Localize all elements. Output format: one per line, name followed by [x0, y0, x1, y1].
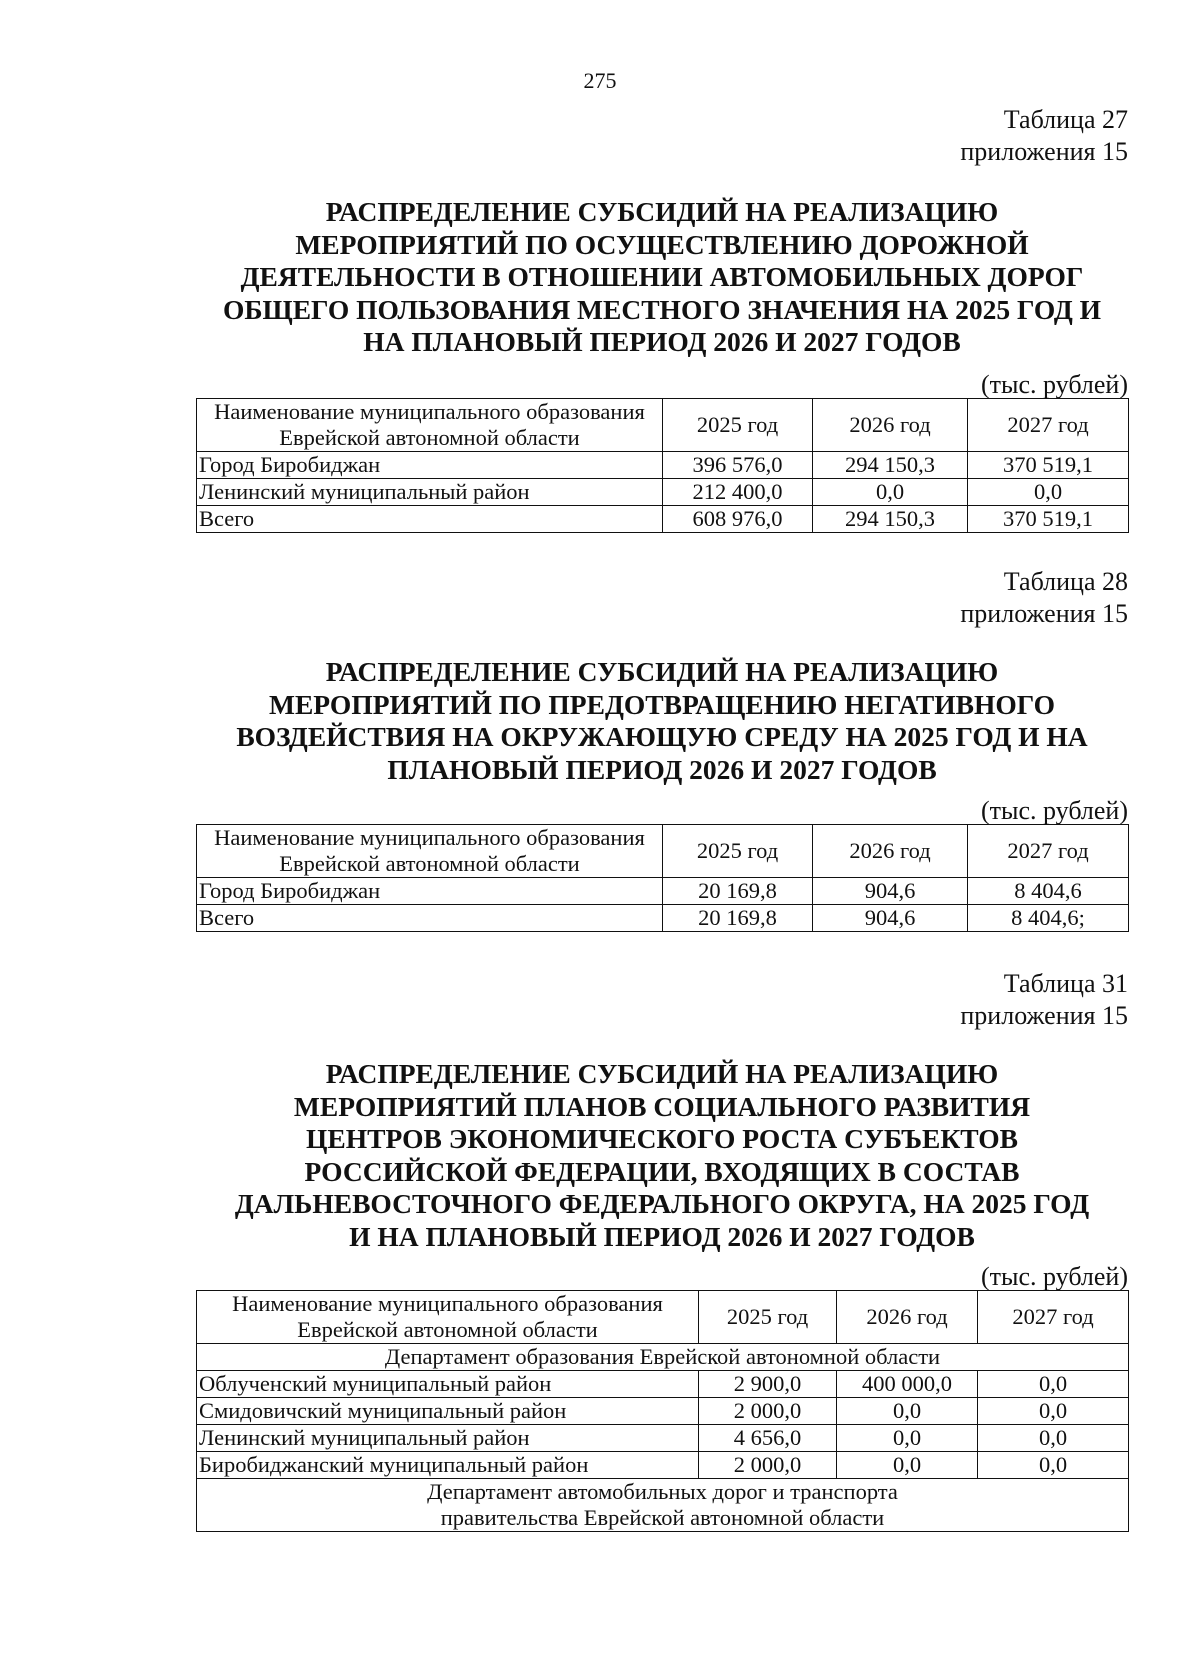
col-header-2025: 2025 год — [663, 825, 813, 878]
col-header-2026: 2026 год — [813, 825, 968, 878]
table27-title-block — [196, 196, 1128, 359]
department-name: Департамент образования Еврейской автономной области — [197, 1344, 1129, 1371]
value-2027: 370 519,1 — [968, 452, 1129, 479]
value-2026: 0,0 — [837, 1398, 978, 1425]
table-row — [197, 1398, 1129, 1425]
value-2026: 400 000,0 — [837, 1371, 978, 1398]
col-header-2025: 2025 год — [663, 399, 813, 452]
table31-wrap — [196, 1290, 1128, 1532]
table28-title-block — [196, 656, 1128, 786]
value-2025: 4 656,0 — [699, 1425, 837, 1452]
table27-header-row — [197, 399, 1129, 452]
table28-ref-line1: Таблица 28 — [1003, 567, 1128, 596]
table31-ref-line2: приложения 15 — [960, 1001, 1128, 1030]
table27-units-block — [196, 370, 1128, 398]
col-header-2027: 2027 год — [968, 399, 1129, 452]
value-2026: 0,0 — [813, 479, 968, 506]
value-2026: 0,0 — [837, 1425, 978, 1452]
value-2027: 0,0 — [978, 1371, 1129, 1398]
row-name: Всего — [197, 506, 663, 533]
row-name: Город Биробиджан — [197, 452, 663, 479]
table28-ref-line2: приложения 15 — [960, 599, 1128, 628]
col-header-name: Наименование муниципального образования Еврейской автономной области — [197, 1291, 699, 1344]
table-row — [197, 1371, 1129, 1398]
table27-wrap — [196, 398, 1128, 533]
table-row-total — [197, 905, 1129, 932]
table-row — [197, 479, 1129, 506]
value-2025: 20 169,8 — [663, 878, 813, 905]
table28 — [196, 824, 1129, 932]
value-2026: 0,0 — [837, 1452, 978, 1479]
table-row — [197, 878, 1129, 905]
table-row — [197, 1452, 1129, 1479]
value-2025: 20 169,8 — [663, 905, 813, 932]
table31-ref-line1: Таблица 31 — [1003, 969, 1128, 998]
department-row — [197, 1344, 1129, 1371]
department-row — [197, 1479, 1129, 1532]
row-name: Облученский муниципальный район — [197, 1371, 699, 1398]
value-2027: 0,0 — [978, 1425, 1129, 1452]
table31-title: РАСПРЕДЕЛЕНИЕ СУБСИДИЙ НА РЕАЛИЗАЦИЮ МЕРОПРИЯТИЙ ПЛАНОВ СОЦИАЛЬНОГО РАЗВИТИЯ ЦЕНТРОВ ЭКОНОМИЧЕСКОГО РОСТА СУБЪЕКТОВ РОССИЙСКОЙ ФЕДЕРАЦИИ, ВХОДЯЩИХ В СОСТАВ ДАЛЬНЕВОСТОЧНОГО ФЕДЕРАЛЬНОГО ОКРУГА, НА 2025 ГОД И НА ПЛАНОВЫЙ ПЕРИОД 2026 И 2027 ГОДОВ — [234, 1058, 1090, 1252]
value-2025: 396 576,0 — [663, 452, 813, 479]
table28-units: (тыс. рублей) — [980, 796, 1128, 825]
table28-wrap — [196, 824, 1128, 932]
table31-title-block — [196, 1058, 1128, 1253]
table31 — [196, 1290, 1129, 1532]
value-2027: 0,0 — [968, 479, 1129, 506]
value-2027: 0,0 — [978, 1398, 1129, 1425]
value-2025: 2 900,0 — [699, 1371, 837, 1398]
value-2027: 0,0 — [978, 1452, 1129, 1479]
table-row — [197, 452, 1129, 479]
row-name: Смидовичский муниципальный район — [197, 1398, 699, 1425]
value-2027: 8 404,6 — [968, 878, 1129, 905]
table28-units-block — [196, 796, 1128, 824]
col-header-2027: 2027 год — [978, 1291, 1129, 1344]
page-number: 275 — [583, 68, 617, 93]
table-row-total — [197, 506, 1129, 533]
table-row — [197, 1425, 1129, 1452]
value-2027: 370 519,1 — [968, 506, 1129, 533]
col-header-2026: 2026 год — [837, 1291, 978, 1344]
table27-units: (тыс. рублей) — [980, 370, 1128, 399]
col-header-2026: 2026 год — [813, 399, 968, 452]
col-header-name: Наименование муниципального образования Еврейской автономной области — [197, 399, 663, 452]
value-2026: 904,6 — [813, 905, 968, 932]
table27-section — [196, 104, 1128, 168]
table27 — [196, 398, 1129, 533]
col-header-2027: 2027 год — [968, 825, 1129, 878]
col-header-name: Наименование муниципального образования Еврейской автономной области — [197, 825, 663, 878]
table31-section — [196, 968, 1128, 1032]
value-2026: 904,6 — [813, 878, 968, 905]
value-2025: 2 000,0 — [699, 1452, 837, 1479]
department-name: Департамент автомобильных дорог и транспорта правительства Еврейской автономной области — [197, 1479, 1129, 1532]
table31-header-row — [197, 1291, 1129, 1344]
value-2025: 212 400,0 — [663, 479, 813, 506]
table28-header-row — [197, 825, 1129, 878]
table28-section — [196, 566, 1128, 630]
table27-title: РАСПРЕДЕЛЕНИЕ СУБСИДИЙ НА РЕАЛИЗАЦИЮ МЕРОПРИЯТИЙ ПО ОСУЩЕСТВЛЕНИЮ ДОРОЖНОЙ ДЕЯТЕЛЬНОСТИ В ОТНОШЕНИИ АВТОМОБИЛЬНЫХ ДОРОГ ОБЩЕГО ПОЛЬЗОВАНИЯ МЕСТНОГО ЗНАЧЕНИЯ НА 2025 ГОД И НА ПЛАНОВЫЙ ПЕРИОД 2026 И 2027 ГОДОВ — [222, 196, 1102, 357]
value-2026: 294 150,3 — [813, 506, 968, 533]
value-2026: 294 150,3 — [813, 452, 968, 479]
row-name: Ленинский муниципальный район — [197, 1425, 699, 1452]
value-2025: 2 000,0 — [699, 1398, 837, 1425]
value-2025: 608 976,0 — [663, 506, 813, 533]
table31-units: (тыс. рублей) — [980, 1262, 1128, 1291]
row-name: Ленинский муниципальный район — [197, 479, 663, 506]
value-2027: 8 404,6; — [968, 905, 1129, 932]
table31-units-block — [196, 1262, 1128, 1290]
row-name: Город Биробиджан — [197, 878, 663, 905]
row-name: Биробиджанский муниципальный район — [197, 1452, 699, 1479]
row-name: Всего — [197, 905, 663, 932]
table27-ref-line2: приложения 15 — [960, 137, 1128, 166]
table27-ref-line1: Таблица 27 — [1003, 105, 1128, 134]
table28-title: РАСПРЕДЕЛЕНИЕ СУБСИДИЙ НА РЕАЛИЗАЦИЮ МЕРОПРИЯТИЙ ПО ПРЕДОТВРАЩЕНИЮ НЕГАТИВНОГО ВОЗДЕЙСТВИЯ НА ОКРУЖАЮЩУЮ СРЕДУ НА 2025 ГОД И НА ПЛАНОВЫЙ ПЕРИОД 2026 И 2027 ГОДОВ — [236, 656, 1088, 785]
col-header-2025: 2025 год — [699, 1291, 837, 1344]
